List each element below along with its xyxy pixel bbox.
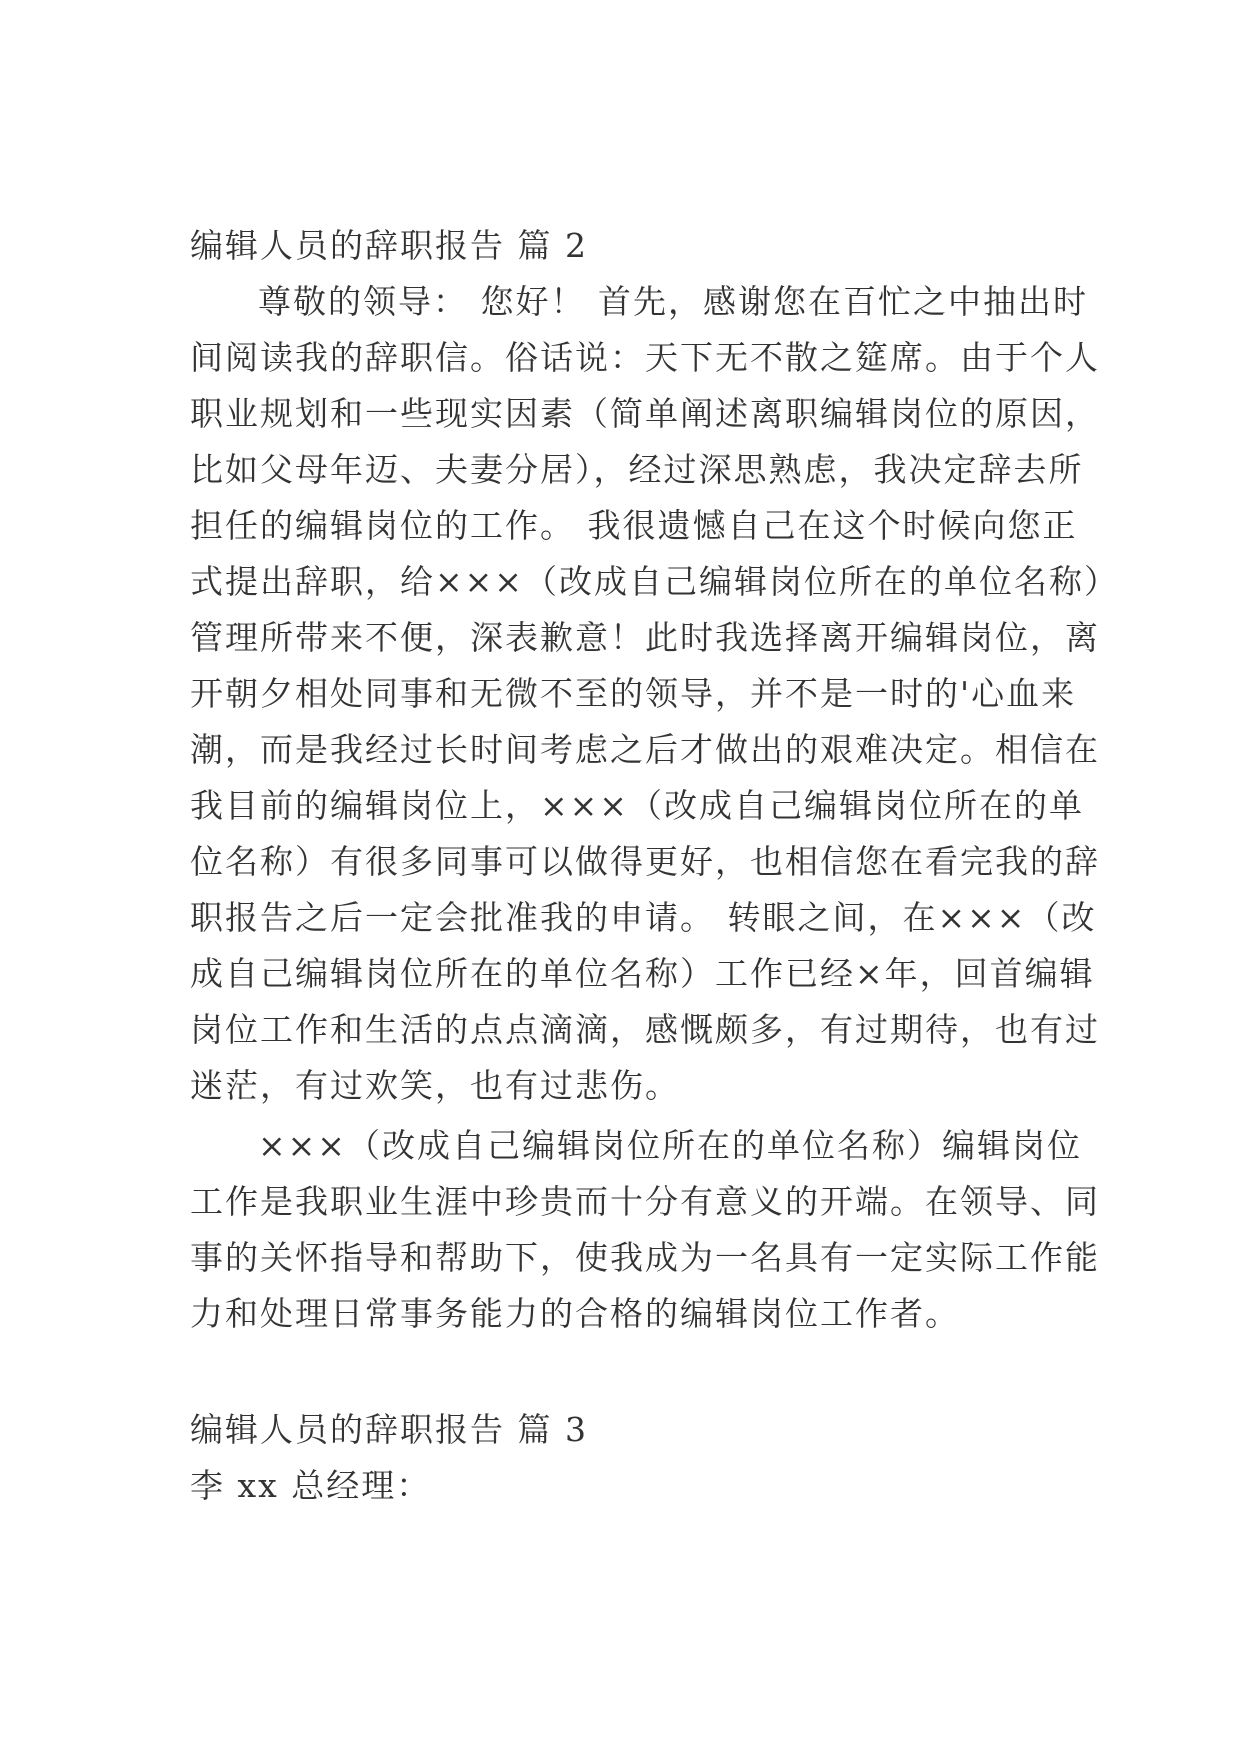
paragraph-line: 迷茫，有过欢笑，也有过悲伤。 bbox=[190, 1066, 680, 1105]
salutation: 李 xx 总经理： bbox=[190, 1466, 432, 1505]
paragraph-line: 力和处理日常事务能力的合格的编辑岗位工作者。 bbox=[190, 1294, 960, 1333]
paragraph-line: 担任的编辑岗位的工作。 我很遗憾自己在这个时候向您正 bbox=[190, 506, 1078, 545]
paragraph-line: 尊敬的领导： 您好！ 首先，感谢您在百忙之中抽出时 bbox=[258, 282, 1088, 321]
paragraph-line: 潮，而是我经过长时间考虑之后才做出的艰难决定。相信在 bbox=[190, 730, 1100, 769]
paragraph-line: 管理所带来不便，深表歉意！此时我选择离开编辑岗位，离 bbox=[190, 618, 1100, 657]
paragraph-line: 位名称）有很多同事可以做得更好，也相信您在看完我的辞 bbox=[190, 842, 1100, 881]
section-3-title: 编辑人员的辞职报告 篇 3 bbox=[190, 1410, 588, 1449]
paragraph-line: 岗位工作和生活的点点滴滴，感慨颇多，有过期待，也有过 bbox=[190, 1010, 1100, 1049]
paragraph-line: 开朝夕相处同事和无微不至的领导，并不是一时的'心血来 bbox=[190, 674, 1077, 713]
paragraph-line: 我目前的编辑岗位上，×××（改成自己编辑岗位所在的单 bbox=[190, 786, 1084, 825]
section-2-title: 编辑人员的辞职报告 篇 2 bbox=[190, 226, 588, 265]
paragraph-line: ×××（改成自己编辑岗位所在的单位名称）编辑岗位 bbox=[258, 1126, 1082, 1165]
paragraph-line: 职报告之后一定会批准我的申请。 转眼之间，在×××（改 bbox=[190, 898, 1097, 937]
paragraph-line: 式提出辞职，给×××（改成自己编辑岗位所在的单位名称） bbox=[190, 562, 1119, 601]
paragraph-line: 事的关怀指导和帮助下，使我成为一名具有一定实际工作能 bbox=[190, 1238, 1100, 1277]
paragraph-line: 间阅读我的辞职信。俗话说：天下无不散之筵席。由于个人 bbox=[190, 338, 1100, 377]
paragraph-line: 职业规划和一些现实因素（简单阐述离职编辑岗位的原因， bbox=[190, 394, 1100, 433]
paragraph-line: 比如父母年迈、夫妻分居），经过深思熟虑，我决定辞去所 bbox=[190, 450, 1084, 489]
paragraph-line: 工作是我职业生涯中珍贵而十分有意义的开端。在领导、同 bbox=[190, 1182, 1100, 1221]
paragraph-line: 成自己编辑岗位所在的单位名称）工作已经×年，回首编辑 bbox=[190, 954, 1095, 993]
